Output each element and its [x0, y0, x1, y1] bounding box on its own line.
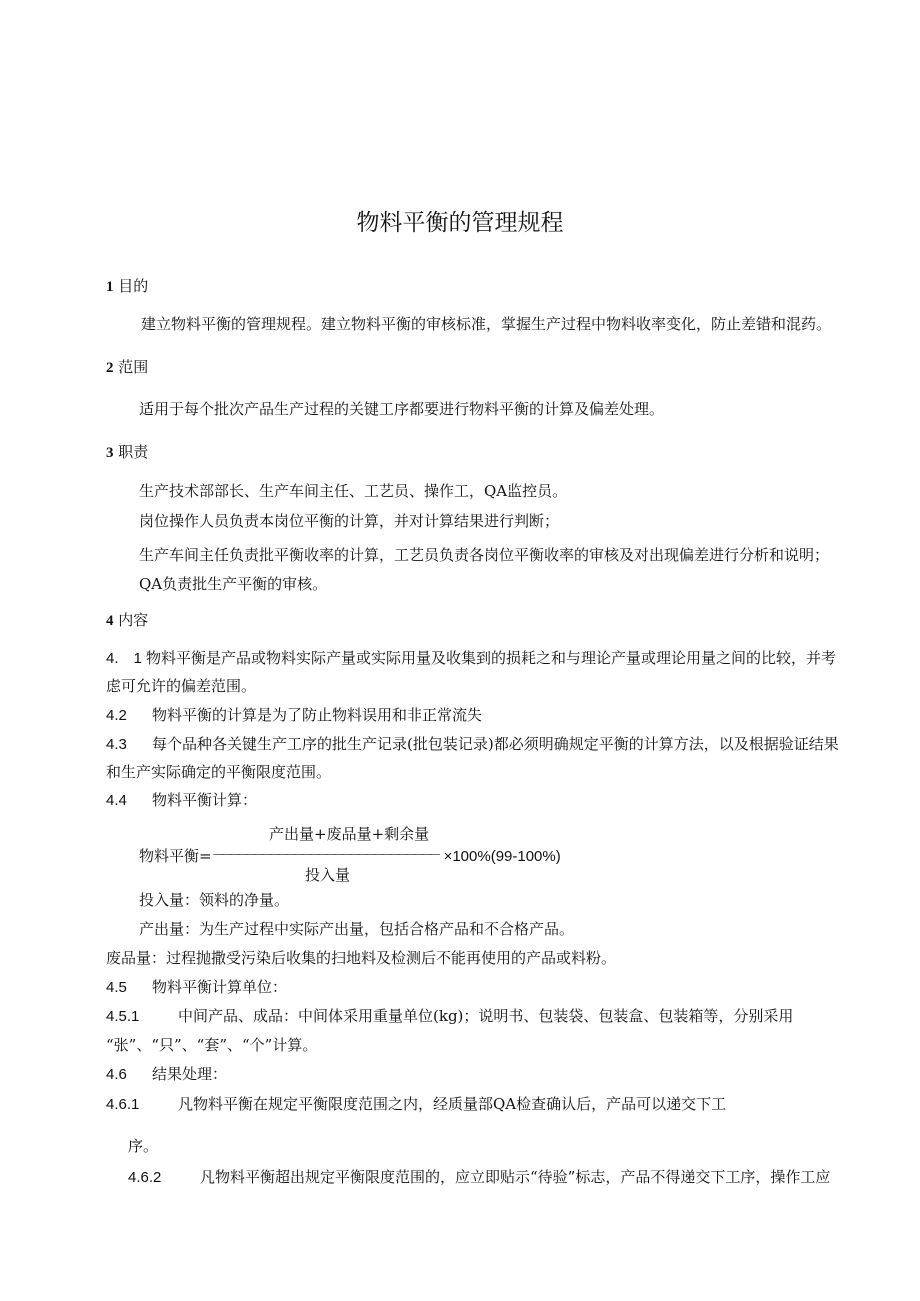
section-title: 职责 [118, 443, 149, 461]
section-4-heading [106, 610, 148, 631]
item-number: 4. 1 [106, 650, 142, 667]
item-text: 中间产品、成品：中间体采用重量单位(kg)；说明书、包装袋、包装盒、包装箱等，分别采用 [178, 1007, 794, 1025]
formula-numerator: 产出量+废品量+剩余量 [269, 825, 430, 843]
section-title: 目的 [118, 277, 149, 295]
formula-denominator: 投入量 [305, 866, 351, 884]
item-4-6 [106, 1064, 227, 1085]
item-text: 物料平衡是产品或物料实际产量或实际用量及收集到的损耗之和与理论产量或理论用量之间的比较，并考 [146, 649, 837, 667]
formula-suffix: ×100%(99-100%) [443, 848, 561, 865]
section-1-heading [106, 276, 148, 297]
item-4-3-line1 [106, 734, 839, 755]
item-4-6-2-line1 [128, 1167, 830, 1188]
section-2-heading [106, 357, 148, 378]
item-4-5 [106, 977, 287, 998]
item-number: 4.2 [106, 707, 127, 724]
formula-label: 物料平衡= [139, 847, 212, 865]
scope-text: 适用于每个批次产品生产过程的关键工序都要进行物料平衡的计算及偏差处理。 [139, 400, 665, 418]
section-number: 4 [106, 613, 114, 629]
item-number: 4.5 [106, 979, 127, 996]
item-number: 4.6 [106, 1066, 127, 1083]
item-4-1-line1 [106, 648, 836, 669]
item-4-1-line2: 虑可允许的偏差范围。 [106, 677, 257, 695]
item-number: 4.3 [106, 736, 127, 753]
item-4-5-1-line1 [106, 1006, 793, 1027]
item-number: 4.6.2 [128, 1169, 162, 1186]
definition-output: 产出量：为生产过程中实际产出量，包括合格产品和不合格产品。 [139, 920, 575, 938]
item-4-2 [106, 705, 482, 726]
item-4-4 [106, 790, 257, 811]
item-text: 结果处理： [152, 1065, 228, 1083]
definition-input: 投入量：领料的净量。 [139, 891, 290, 909]
section-3-heading [106, 442, 148, 463]
duty-line: 生产技术部部长、生产车间主任、工艺员、操作工，QA监控员。 [139, 482, 568, 500]
item-number: 4.5.1 [106, 1008, 140, 1025]
item-4-6-1-line1 [106, 1094, 726, 1115]
duty-line: 生产车间主任负责批平衡收率的计算，工艺员负责各岗位平衡收率的审核及对出现偏差进行分析和说明； [139, 546, 830, 564]
section-title: 范围 [118, 358, 149, 376]
formula-line [139, 846, 561, 867]
item-number: 4.6.1 [106, 1096, 140, 1113]
item-text: 物料平衡计算： [152, 791, 258, 809]
formula-fraction-bar: －－－－－－－－－－－－－－－－－－－－－－－－－－－－ [211, 848, 436, 864]
section-title: 内容 [118, 611, 149, 629]
item-4-5-1-line2: “张”、“只”、“套”、“个”计算。 [106, 1036, 318, 1054]
item-text: 凡物料平衡在规定平衡限度范围之内，经质量部QA检查确认后，产品可以递交下工 [178, 1095, 727, 1113]
item-4-6-1-line2: 序。 [128, 1137, 159, 1155]
purpose-text: 建立物料平衡的管理规程。建立物料平衡的审核标准，掌握生产过程中物料收率变化，防止差错和混药。 [141, 315, 832, 333]
duty-line: 岗位操作人员负责本岗位平衡的计算，并对计算结果进行判断； [139, 512, 560, 530]
definition-waste: 废品量：过程抛撒受污染后收集的扫地料及检测后不能再使用的产品或料粉。 [106, 949, 617, 967]
page-title: 物料平衡的管理规程 [356, 210, 564, 236]
item-text: 物料平衡计算单位： [152, 978, 288, 996]
item-number: 4.4 [106, 792, 127, 809]
section-number: 1 [106, 279, 114, 295]
section-number: 2 [106, 360, 114, 376]
item-text: 凡物料平衡超出规定平衡限度范围的，应立即贴示“待验”标志，产品不得递交下工序，操作工应 [200, 1168, 831, 1186]
item-4-3-line2: 和生产实际确定的平衡限度范围。 [106, 763, 332, 781]
item-text: 物料平衡的计算是为了防止物料误用和非正常流失 [152, 706, 483, 724]
item-text: 每个品种各关键生产工序的批生产记录(批包装记录)都必须明确规定平衡的计算方法，以及根据验证结果 [152, 735, 839, 753]
section-number: 3 [106, 445, 114, 461]
duty-line: QA负责批生产平衡的审核。 [139, 575, 328, 593]
